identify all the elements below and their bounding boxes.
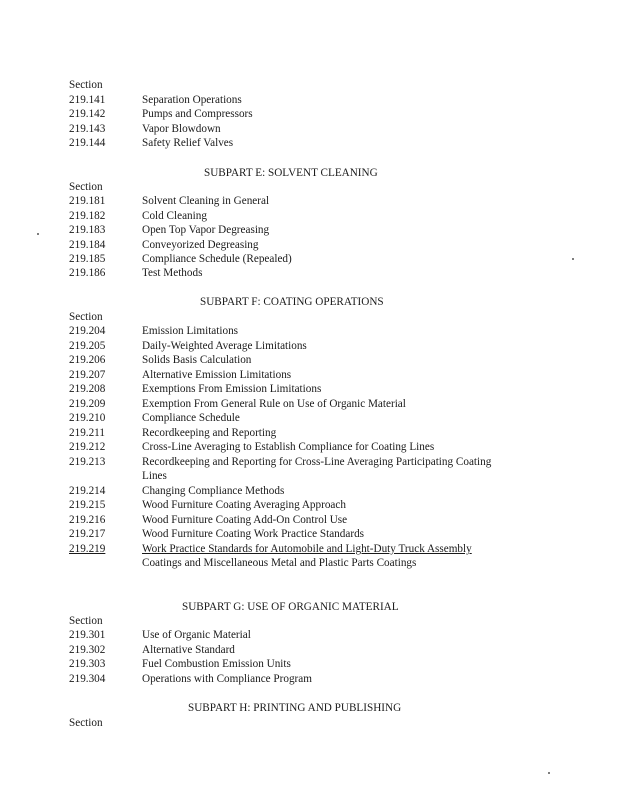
section-title-continued: Lines xyxy=(142,470,167,482)
section-title: Open Top Vapor Degreasing xyxy=(142,224,270,236)
section-title: Compliance Schedule xyxy=(142,412,240,424)
section-number: 219.144 xyxy=(69,137,106,149)
section-title: Solvent Cleaning in General xyxy=(142,195,270,207)
section-number: 219.181 xyxy=(69,195,106,207)
section-title: Alternative Standard xyxy=(142,644,235,656)
section-title-continued: Coatings and Miscellaneous Metal and Plastic Parts Coatings xyxy=(142,557,417,569)
section-number: 219.214 xyxy=(69,485,106,497)
section-title: Solids Basis Calculation xyxy=(142,354,252,366)
section-title: Wood Furniture Coating Work Practice Standards xyxy=(142,528,365,540)
section-number: 219.205 xyxy=(69,340,106,352)
section-label: Section xyxy=(69,615,103,627)
section-number: 219.216 xyxy=(69,514,106,526)
subpart-heading: SUBPART H: PRINTING AND PUBLISHING xyxy=(188,702,402,714)
section-title: Recordkeeping and Reporting for Cross-Line Averaging Participating Coating xyxy=(142,456,492,468)
section-title: Vapor Blowdown xyxy=(142,123,221,135)
section-number: 219.302 xyxy=(69,644,106,656)
section-number: 219.141 xyxy=(69,94,106,106)
section-number: 219.217 xyxy=(69,528,106,540)
section-title: Wood Furniture Coating Add-On Control Use xyxy=(142,514,348,526)
scan-speck xyxy=(572,258,574,260)
section-number: 219.219 xyxy=(69,543,106,555)
section-title: Cross-Line Averaging to Establish Compliance for Coating Lines xyxy=(142,441,435,453)
section-title: Use of Organic Material xyxy=(142,629,251,641)
section-number: 219.212 xyxy=(69,441,106,453)
section-label: Section xyxy=(69,311,103,323)
section-title: Exemption From General Rule on Use of Organic Material xyxy=(142,398,406,410)
section-title: Exemptions From Emission Limitations xyxy=(142,383,322,395)
section-title: Changing Compliance Methods xyxy=(142,485,285,497)
section-number: 219.143 xyxy=(69,123,106,135)
section-number: 219.185 xyxy=(69,253,106,265)
section-number: 219.304 xyxy=(69,673,106,685)
section-number: 219.206 xyxy=(69,354,106,366)
section-number: 219.209 xyxy=(69,398,106,410)
subpart-heading: SUBPART E: SOLVENT CLEANING xyxy=(204,167,378,179)
scan-speck xyxy=(548,772,550,774)
section-title: Conveyorized Degreasing xyxy=(142,239,259,251)
section-title: Pumps and Compressors xyxy=(142,108,253,120)
section-title: Work Practice Standards for Automobile and Light-Duty Truck Assembly xyxy=(142,543,472,555)
section-title: Recordkeeping and Reporting xyxy=(142,427,277,439)
section-title: Wood Furniture Coating Averaging Approach xyxy=(142,499,346,511)
section-number: 219.207 xyxy=(69,369,106,381)
section-title: Operations with Compliance Program xyxy=(142,673,312,685)
scan-speck xyxy=(37,233,39,235)
section-number: 219.303 xyxy=(69,658,106,670)
section-label: Section xyxy=(69,717,103,729)
section-number: 219.211 xyxy=(69,427,105,439)
section-title: Daily-Weighted Average Limitations xyxy=(142,340,307,352)
section-number: 219.184 xyxy=(69,239,106,251)
section-label: Section xyxy=(69,181,103,193)
section-title: Cold Cleaning xyxy=(142,210,207,222)
section-title: Test Methods xyxy=(142,267,203,279)
section-title: Compliance Schedule (Repealed) xyxy=(142,253,292,265)
section-title: Emission Limitations xyxy=(142,325,239,337)
subpart-heading: SUBPART G: USE OF ORGANIC MATERIAL xyxy=(182,601,399,613)
section-number: 219.301 xyxy=(69,629,106,641)
section-number: 219.208 xyxy=(69,383,106,395)
section-number: 219.183 xyxy=(69,224,106,236)
section-number: 219.186 xyxy=(69,267,106,279)
section-number: 219.142 xyxy=(69,108,106,120)
section-number: 219.215 xyxy=(69,499,106,511)
section-number: 219.213 xyxy=(69,456,106,468)
section-number: 219.182 xyxy=(69,210,106,222)
section-number: 219.204 xyxy=(69,325,106,337)
subpart-heading: SUBPART F: COATING OPERATIONS xyxy=(200,296,384,308)
section-title: Separation Operations xyxy=(142,94,242,106)
section-title: Safety Relief Valves xyxy=(142,137,234,149)
section-number: 219.210 xyxy=(69,412,106,424)
section-title: Alternative Emission Limitations xyxy=(142,369,292,381)
section-label: Section xyxy=(69,79,103,91)
section-title: Fuel Combustion Emission Units xyxy=(142,658,291,670)
